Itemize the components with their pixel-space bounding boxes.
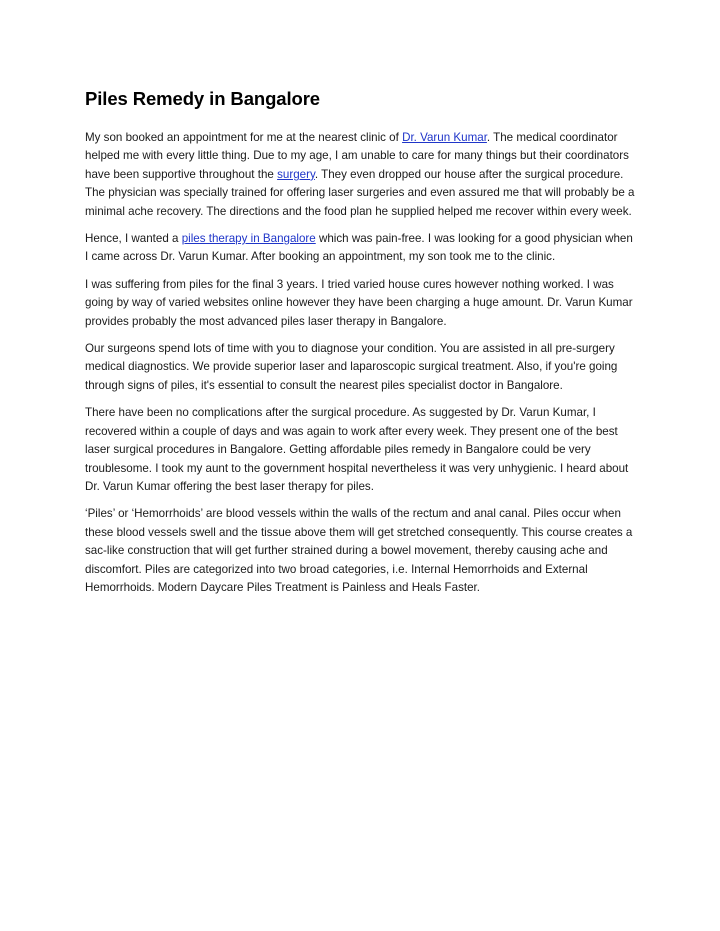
paragraph-3: I was suffering from piles for the final 3 years. I tried varied house cures however nothing worked. I was going by way of varied websites online however they have been charging a huge amount. Dr. Varun Kumar provides probably the most advanced piles laser therapy in Bangalore. bbox=[85, 277, 633, 328]
page-title: Piles Remedy in Bangalore bbox=[85, 88, 321, 109]
paragraph-text: which was pain-free. I was looking for a good physician when I came across Dr. Varun Kumar. After booking an appointment, my son took me to the clinic. bbox=[85, 232, 633, 264]
paragraph-2 bbox=[85, 230, 637, 267]
paragraph-text: Hence, I wanted a bbox=[85, 232, 182, 246]
paragraph-text: My son booked an appointment for me at the nearest clinic of bbox=[85, 131, 403, 144]
paragraph-6: ‘Piles’ or ‘Hemorrhoids’ are blood vessels within the walls of the rectum and anal canal. Piles occur when these blood vessels swell and the tissue above them will get stretched consequently. This course creates a sac-like construction that will get further strained during a bowel movement, thereby causing ache and discomfort. Piles are categorized into two broad categories, i.e. Internal Hemorrhoids and External Hemorrhoids. Modern Daycare Piles Treatment is Painless and Heals Faster. bbox=[85, 507, 633, 594]
surgery-link[interactable]: surgery bbox=[277, 167, 315, 181]
dr-varun-kumar-link[interactable]: Dr. Varun Kumar bbox=[402, 131, 487, 144]
paragraph-4: Our surgeons spend lots of time with you to diagnose your condition. You are assisted in all pre-surgery medical diagnostics. We provide superior laser and laparoscopic surgical treatment. Also, if you're going through signs of piles, it's essential to consult the nearest piles specialist doctor in Bangalore. bbox=[85, 342, 618, 392]
document-body bbox=[85, 86, 637, 606]
paragraph-1 bbox=[85, 129, 637, 221]
paragraph-5: There have been no complications after the surgical procedure. As suggested by Dr. Varun Kumar, I recovered within a couple of days and was again to work after every week. They present one of the best laser surgical procedures in Bangalore. Getting affordable piles remedy in Bangalore could be very troublesome. I took my aunt to the government hospital nevertheless it was very unhygienic. I heard about Dr. Varun Kumar offering the best laser therapy for piles. bbox=[85, 406, 629, 493]
paragraph-text: . The medical coordinator helped me with every little thing. Due to my age, I am unable to care for many things but their coordinators have been supportive throughout the bbox=[85, 131, 629, 181]
piles-therapy-link[interactable]: piles therapy in Bangalore bbox=[181, 232, 316, 246]
paragraph-text: . They even dropped our house after the surgical procedure. The physician was specially trained for offering laser surgeries and even assured me that will probably be a minimal ache recovery. The directions and the food plan he supplied helped me recover within every week. bbox=[85, 167, 635, 218]
